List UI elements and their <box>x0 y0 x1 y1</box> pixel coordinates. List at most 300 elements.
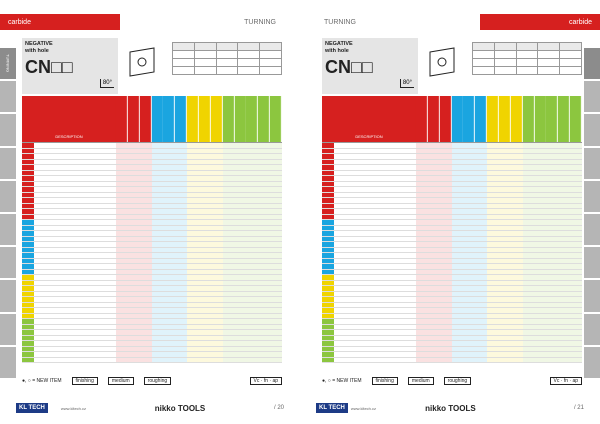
grade-cell <box>487 171 499 176</box>
side-tab[interactable] <box>584 114 600 145</box>
grade-cell <box>499 352 511 357</box>
grade-cell <box>187 154 199 159</box>
side-tab[interactable] <box>0 181 16 212</box>
grade-cell <box>128 319 140 324</box>
grade-cell <box>140 160 152 165</box>
grade-cell <box>246 215 258 220</box>
grade-cell <box>452 209 464 214</box>
grade-cell <box>246 171 258 176</box>
grade-cell <box>440 237 452 242</box>
grade-cell <box>546 286 558 291</box>
grade-cell <box>199 160 211 165</box>
grade-cell <box>463 275 475 280</box>
grade-cell <box>140 165 152 170</box>
grade-cell <box>175 248 187 253</box>
grade-cell <box>223 308 235 313</box>
grade-cell <box>440 341 452 346</box>
top-bar <box>300 14 600 30</box>
grade-cell <box>511 160 523 165</box>
side-tab[interactable] <box>584 347 600 378</box>
grade-cell <box>175 242 187 247</box>
grade-cell <box>428 336 440 341</box>
grade-cell <box>558 198 570 203</box>
grade-cell <box>511 237 523 242</box>
iso-group <box>322 330 334 335</box>
grade-cell <box>211 231 223 236</box>
grade-cell <box>258 176 270 181</box>
grade-col <box>235 96 247 142</box>
grade-cell <box>570 226 582 231</box>
grade-cell <box>440 347 452 352</box>
grade-cell <box>487 209 499 214</box>
grade-cell <box>246 303 258 308</box>
grade-cell <box>163 297 175 302</box>
grade-cell <box>475 204 487 209</box>
grade-cell <box>558 154 570 159</box>
grade-cell <box>523 259 535 264</box>
grade-cell <box>270 242 282 247</box>
grade-cell <box>463 160 475 165</box>
grade-cell <box>163 286 175 291</box>
grade-cell <box>163 204 175 209</box>
grade-cell <box>475 259 487 264</box>
grade-cell <box>116 231 128 236</box>
grade-col <box>175 96 187 142</box>
grade-cell <box>499 231 511 236</box>
grade-cell <box>140 253 152 258</box>
side-tab[interactable] <box>0 214 16 245</box>
grade-cell <box>223 292 235 297</box>
grade-cell <box>128 165 140 170</box>
side-tab[interactable] <box>584 148 600 179</box>
grade-cell <box>235 253 247 258</box>
grade-cell <box>511 226 523 231</box>
grade-cell <box>246 281 258 286</box>
grade-cell <box>428 314 440 319</box>
grade-cell <box>499 248 511 253</box>
grade-cell <box>416 297 428 302</box>
grade-cell <box>452 165 464 170</box>
grade-cell <box>175 171 187 176</box>
grade-cell <box>440 253 452 258</box>
grade-cell <box>152 165 164 170</box>
grade-cell <box>140 198 152 203</box>
code-cell <box>334 237 416 242</box>
grade-cell <box>187 270 199 275</box>
grade-cell <box>199 231 211 236</box>
grade-cell <box>416 176 428 181</box>
grade-cell <box>199 226 211 231</box>
grade-cell <box>223 347 235 352</box>
grade-cell <box>535 292 547 297</box>
grade-cell <box>187 325 199 330</box>
grade-cell <box>187 308 199 313</box>
grade-cell <box>546 270 558 275</box>
grade-cell <box>487 182 499 187</box>
grade-cell <box>223 171 235 176</box>
side-tab[interactable] <box>0 148 16 179</box>
grade-cell <box>152 182 164 187</box>
grade-cell <box>128 292 140 297</box>
grade-cell <box>499 209 511 214</box>
iso-group <box>22 171 34 176</box>
iso-group <box>322 264 334 269</box>
grade-cell <box>440 226 452 231</box>
grade-cell <box>416 220 428 225</box>
grade-cell <box>199 358 211 363</box>
grade-cell <box>140 319 152 324</box>
grade-cell <box>523 242 535 247</box>
grade-cell <box>535 182 547 187</box>
grade-col <box>128 96 140 142</box>
grade-cell <box>535 281 547 286</box>
grade-cell <box>116 171 128 176</box>
grade-cell <box>246 314 258 319</box>
side-tab[interactable] <box>584 48 600 79</box>
grade-cell <box>140 275 152 280</box>
grade-cell <box>546 231 558 236</box>
grade-cell <box>416 286 428 291</box>
grade-cell <box>416 270 428 275</box>
side-tab[interactable] <box>0 280 16 311</box>
grade-cell <box>211 297 223 302</box>
grade-cell <box>223 314 235 319</box>
grade-cell <box>140 154 152 159</box>
grade-cell <box>270 226 282 231</box>
code-cell <box>334 176 416 181</box>
side-tab[interactable] <box>584 81 600 112</box>
grade-col <box>535 96 547 142</box>
code-cell <box>34 352 116 357</box>
grade-cell <box>416 330 428 335</box>
grade-cell <box>570 149 582 154</box>
grade-col <box>428 96 440 142</box>
grade-cell <box>223 204 235 209</box>
page-number: / 21 <box>573 405 584 411</box>
grade-cell <box>258 209 270 214</box>
grade-cell <box>416 303 428 308</box>
grade-cell <box>546 237 558 242</box>
grade-cell <box>128 154 140 159</box>
iso-group <box>22 270 34 275</box>
grade-cell <box>223 182 235 187</box>
grade-cell <box>128 286 140 291</box>
grade-cell <box>463 215 475 220</box>
grade-cell <box>475 176 487 181</box>
grade-cell <box>558 171 570 176</box>
grade-cell <box>187 358 199 363</box>
iso-group <box>322 325 334 330</box>
grade-cell <box>140 336 152 341</box>
side-tab[interactable] <box>584 181 600 212</box>
grade-cell <box>416 281 428 286</box>
grade-cell <box>535 220 547 225</box>
grade-cell <box>570 198 582 203</box>
grade-cell <box>546 347 558 352</box>
grade-cell <box>199 314 211 319</box>
grade-cell <box>416 187 428 192</box>
grade-cell <box>416 149 428 154</box>
grade-cell <box>116 226 128 231</box>
grade-cell <box>175 220 187 225</box>
grade-cell <box>199 330 211 335</box>
grade-cell <box>440 308 452 313</box>
grade-cell <box>187 215 199 220</box>
grade-cell <box>499 347 511 352</box>
grade-cell <box>187 297 199 302</box>
grade-cell <box>235 160 247 165</box>
grade-cell <box>235 297 247 302</box>
grade-cell <box>570 187 582 192</box>
grade-cell <box>499 171 511 176</box>
grade-cell <box>258 204 270 209</box>
grade-col <box>511 96 523 142</box>
grade-cell <box>246 149 258 154</box>
content <box>322 38 582 384</box>
grade-cell <box>175 160 187 165</box>
legend-finishing: finishing <box>372 377 398 385</box>
grade-cell <box>116 292 128 297</box>
side-tab[interactable] <box>0 247 16 278</box>
angle-badge: 80° <box>400 79 414 88</box>
grade-cell <box>463 253 475 258</box>
grade-cell <box>546 176 558 181</box>
grade-cell <box>175 237 187 242</box>
iso-group <box>22 165 34 170</box>
grade-cell <box>128 171 140 176</box>
grade-cell <box>428 253 440 258</box>
grade-cell <box>140 143 152 148</box>
grade-cell <box>128 143 140 148</box>
grade-cell <box>487 270 499 275</box>
grade-cell <box>558 314 570 319</box>
code-cell <box>334 149 416 154</box>
grade-cell <box>570 347 582 352</box>
side-tab[interactable] <box>584 247 600 278</box>
grade-cell <box>163 281 175 286</box>
grade-cell <box>570 160 582 165</box>
grade-cell <box>546 182 558 187</box>
code-cell <box>334 171 416 176</box>
grade-cell <box>570 237 582 242</box>
grade-cell <box>116 154 128 159</box>
code-cell <box>334 193 416 198</box>
iso-group <box>22 341 34 346</box>
grade-cell <box>235 198 247 203</box>
grade-cell <box>223 264 235 269</box>
grade-cell <box>463 248 475 253</box>
grade-cell <box>475 193 487 198</box>
grade-cell <box>199 341 211 346</box>
code-cell <box>34 253 116 258</box>
grade-cell <box>116 314 128 319</box>
grade-cell <box>199 319 211 324</box>
grade-cell <box>511 182 523 187</box>
side-tab[interactable] <box>584 214 600 245</box>
grade-cell <box>270 336 282 341</box>
grade-cell <box>235 308 247 313</box>
grade-cell <box>416 264 428 269</box>
grade-cell <box>558 264 570 269</box>
grade-cell <box>128 176 140 181</box>
side-tab[interactable] <box>0 81 16 112</box>
grade-cell <box>452 314 464 319</box>
grade-cell <box>140 281 152 286</box>
grade-cell <box>152 308 164 313</box>
iso-group <box>22 237 34 242</box>
iso-group <box>322 231 334 236</box>
url[interactable]: www.kltech.cz <box>60 405 87 411</box>
grade-cell <box>570 171 582 176</box>
grade-cell <box>235 352 247 357</box>
grade-cell <box>152 319 164 324</box>
grade-cell <box>140 149 152 154</box>
grade-cell <box>199 215 211 220</box>
code-cell <box>34 154 116 159</box>
grade-cell <box>440 209 452 214</box>
grade-cell <box>187 143 199 148</box>
grade-cell <box>140 204 152 209</box>
iso-group <box>22 154 34 159</box>
grade-cell <box>163 193 175 198</box>
grade-cell <box>452 215 464 220</box>
grade-cell <box>246 231 258 236</box>
iso-group <box>22 292 34 297</box>
grade-cell <box>223 198 235 203</box>
side-tab[interactable] <box>584 314 600 345</box>
side-tab[interactable]: TURNING <box>0 48 16 79</box>
iso-group <box>22 215 34 220</box>
iso-group <box>322 143 334 148</box>
grade-cell <box>258 154 270 159</box>
grade-cell <box>463 237 475 242</box>
grade-cell <box>163 176 175 181</box>
side-tab[interactable] <box>584 280 600 311</box>
grade-cell <box>187 292 199 297</box>
grade-cell <box>116 204 128 209</box>
grade-cell <box>211 325 223 330</box>
grade-cell <box>175 259 187 264</box>
grade-cell <box>428 143 440 148</box>
grade-cell <box>475 319 487 324</box>
grade-cell <box>535 176 547 181</box>
grade-cell <box>487 264 499 269</box>
grade-cell <box>499 193 511 198</box>
grade-cell <box>140 292 152 297</box>
grade-cell <box>211 286 223 291</box>
grade-cell <box>211 182 223 187</box>
grade-cell <box>258 264 270 269</box>
code-cell <box>34 270 116 275</box>
code-cell <box>334 352 416 357</box>
grade-cell <box>475 165 487 170</box>
grade-cell <box>128 275 140 280</box>
code-cell <box>34 204 116 209</box>
grade-cell <box>270 198 282 203</box>
side-tab[interactable] <box>0 314 16 345</box>
grade-cell <box>116 308 128 313</box>
grade-cell <box>270 292 282 297</box>
iso-group <box>22 193 34 198</box>
iso-group <box>322 292 334 297</box>
grade-cell <box>511 292 523 297</box>
side-tab[interactable] <box>0 114 16 145</box>
grade-cell <box>163 154 175 159</box>
grade-cell <box>558 149 570 154</box>
grade-cell <box>140 209 152 214</box>
grade-cell <box>475 297 487 302</box>
grade-cell <box>428 270 440 275</box>
grade-cell <box>452 182 464 187</box>
iso-group <box>322 341 334 346</box>
grade-cell <box>270 154 282 159</box>
grade-cell <box>140 303 152 308</box>
grade-cell <box>211 264 223 269</box>
url[interactable]: www.kltech.cz <box>350 405 377 411</box>
grade-cell <box>452 259 464 264</box>
grade-cell <box>416 319 428 324</box>
section-label: TURNING <box>244 18 276 26</box>
grade-cell <box>187 204 199 209</box>
grade-cell <box>487 341 499 346</box>
grade-cell <box>570 308 582 313</box>
grade-cell <box>440 297 452 302</box>
grade-cell <box>523 209 535 214</box>
grade-cell <box>187 242 199 247</box>
grade-cell <box>246 358 258 363</box>
grade-cell <box>452 176 464 181</box>
grade-cell <box>223 231 235 236</box>
grade-cell <box>163 330 175 335</box>
grade-cell <box>487 204 499 209</box>
grade-cell <box>546 259 558 264</box>
grade-cell <box>235 149 247 154</box>
grade-col <box>199 96 211 142</box>
grade-cell <box>428 303 440 308</box>
grade-cell <box>475 237 487 242</box>
grade-cell <box>223 325 235 330</box>
grade-cell <box>535 336 547 341</box>
grade-cell <box>128 215 140 220</box>
grade-cell <box>128 352 140 357</box>
grade-cell <box>428 160 440 165</box>
grade-cell <box>116 281 128 286</box>
grade-cell <box>428 275 440 280</box>
grade-cell <box>428 248 440 253</box>
grade-cell <box>558 215 570 220</box>
grade-cell <box>116 286 128 291</box>
grade-cell <box>535 319 547 324</box>
iso-group <box>22 209 34 214</box>
table-row <box>322 358 582 364</box>
grade-cell <box>246 193 258 198</box>
grade-cell <box>499 182 511 187</box>
grade-cell <box>258 193 270 198</box>
grade-cell <box>511 275 523 280</box>
grade-cell <box>175 253 187 258</box>
grade-cell <box>211 314 223 319</box>
iso-group <box>322 259 334 264</box>
grade-cell <box>270 182 282 187</box>
side-tab[interactable] <box>0 347 16 378</box>
grade-cell <box>523 154 535 159</box>
grade-cell <box>558 297 570 302</box>
grade-cell <box>523 303 535 308</box>
section-label: TURNING <box>324 18 356 26</box>
grade-cell <box>546 325 558 330</box>
grade-cell <box>546 204 558 209</box>
grade-cell <box>128 347 140 352</box>
